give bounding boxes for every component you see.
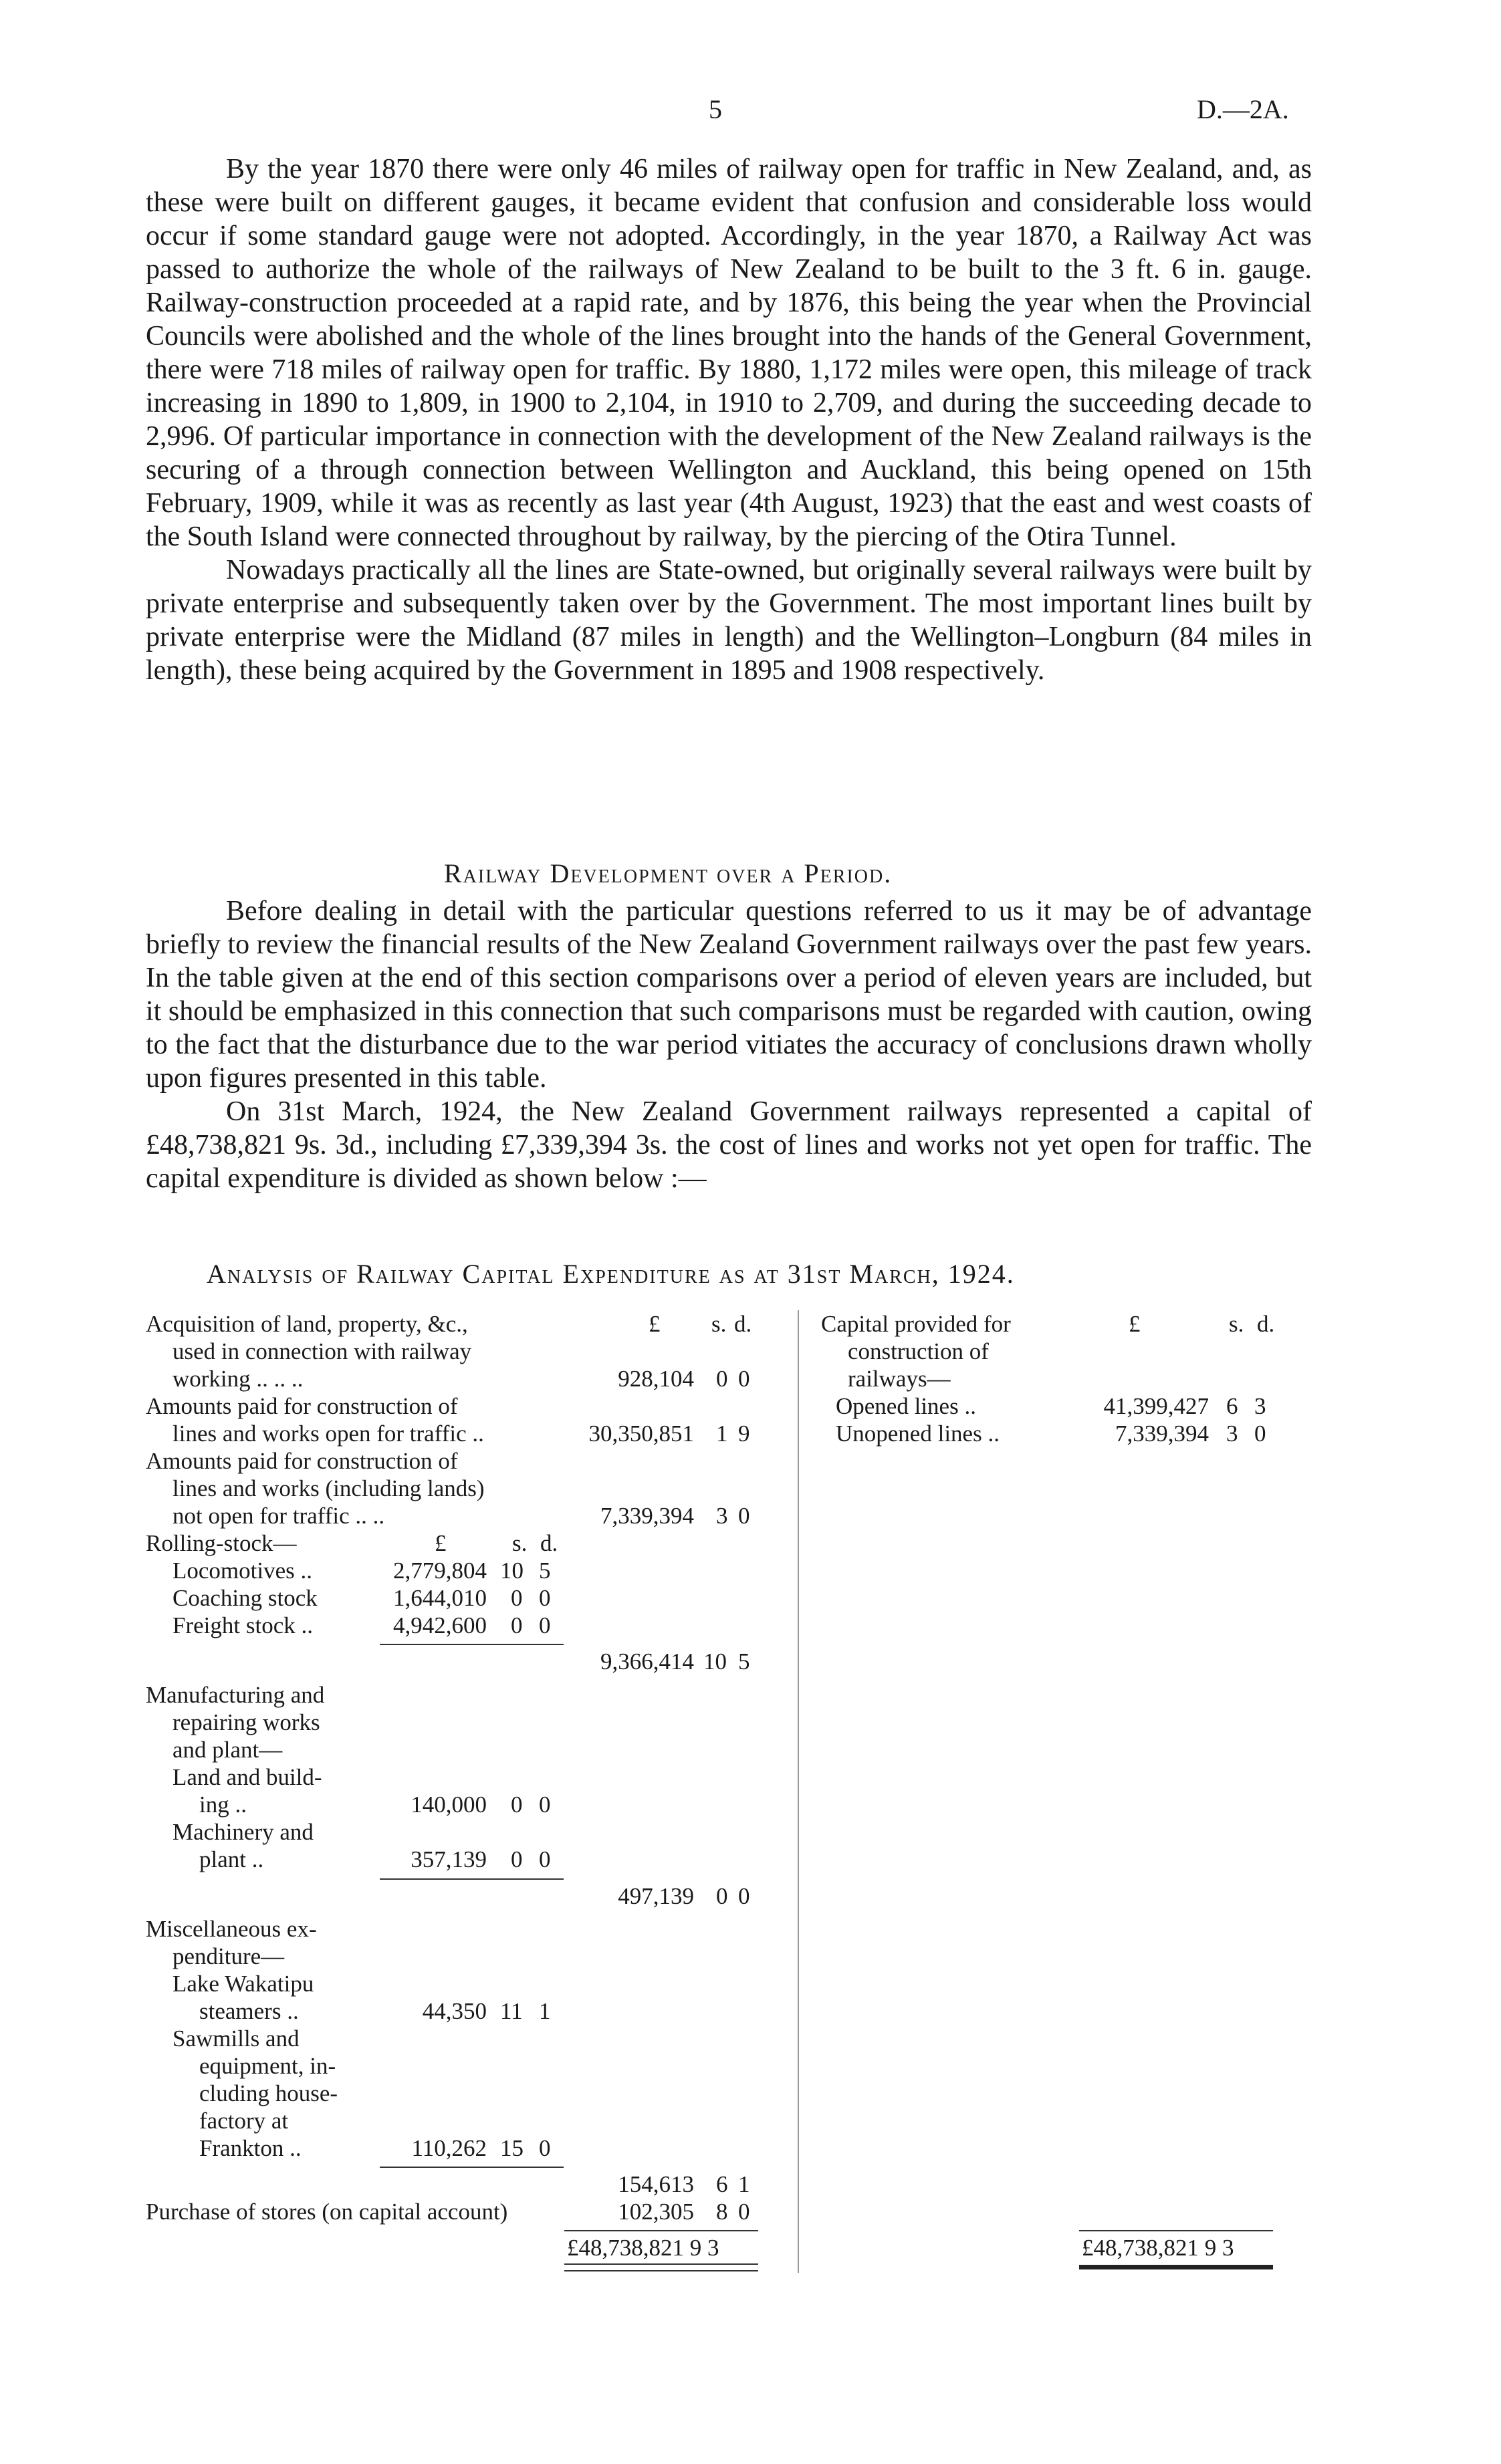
subtotal-rule (380, 1878, 564, 1880)
sub-item-label: Locomotives .. (172, 1558, 312, 1584)
sub-header-pence: d. (540, 1530, 558, 1556)
sub-shillings-value: 0 (511, 1585, 523, 1611)
sub-pence-value: 0 (539, 1846, 551, 1872)
right-shillings-value: 3 (1226, 1421, 1238, 1447)
right-pounds-value: 7,339,394 (1115, 1421, 1209, 1447)
section-heading: Railway Development over a Period. (444, 858, 893, 888)
subtotal-rule (380, 2167, 564, 2168)
pence-value: 5 (738, 1648, 750, 1675)
sub-pence-value: 0 (539, 1585, 551, 1611)
sub-pounds-value: 2,779,804 (393, 1558, 487, 1584)
sub-item-label: Sawmills and (172, 2025, 300, 2052)
right-pence-value: 3 (1254, 1393, 1266, 1419)
sub-pence-value: 0 (539, 1612, 551, 1638)
pounds-value: 102,305 (618, 2199, 694, 2225)
sub-pounds-value: 1,644,010 (393, 1585, 487, 1611)
pounds-value: 9,366,414 (600, 1648, 694, 1675)
sub-item-label: factory at (199, 2108, 289, 2134)
row-label: Amounts paid for construction of (146, 1448, 458, 1474)
capital-expenditure-table (146, 1310, 1322, 2259)
pence-value: 0 (738, 1503, 750, 1529)
sub-item-label: Frankton .. (199, 2135, 302, 2161)
row-label: lines and works open for traffic .. (172, 1421, 484, 1447)
pounds-value: 30,350,851 (588, 1421, 694, 1447)
paragraph: Nowadays practically all the lines are State-owned, but originally several railways were built by private enterprise and subsequently taken over by the Government. The most important lines built by private enterprise were the Midland (87 miles in length) and the Wellington–Longburn (84 miles in length), these being acquired by the Government in 1895 and 1908 respectively. (146, 555, 1312, 686)
sub-pence-value: 1 (539, 1998, 551, 2024)
right-item-label: Unopened lines .. (836, 1421, 1000, 1447)
sub-item-label: cluding house- (199, 2080, 338, 2106)
sub-item-label: Coaching stock (172, 1585, 318, 1611)
right-item-label: Opened lines .. (836, 1393, 976, 1419)
sub-shillings-value: 15 (500, 2135, 524, 2161)
shillings-value: 6 (716, 2171, 728, 2197)
right-label: Capital provided for (821, 1311, 1011, 1337)
document-reference: D.—2A. (1197, 94, 1289, 124)
pence-value: 0 (738, 1366, 750, 1392)
col-header-shillings: s. (711, 1311, 727, 1337)
sub-header-pounds: £ (435, 1530, 447, 1556)
sub-item-label: Freight stock .. (172, 1612, 313, 1638)
sub-item-label: ing .. (199, 1792, 247, 1818)
grand-total-right: £48,738,821 9 3 (1082, 2235, 1234, 2261)
total-rule (1079, 2230, 1273, 2231)
sub-shillings-value: 11 (500, 1998, 523, 2024)
sub-item-label: plant .. (199, 1846, 264, 1872)
sub-pence-value: 0 (539, 2135, 551, 2161)
pence-value: 0 (738, 2199, 750, 2225)
sub-item-label: Machinery and (172, 1819, 314, 1845)
row-label: Amounts paid for construction of (146, 1393, 458, 1419)
sub-pounds-value: 357,139 (411, 1846, 487, 1872)
page-number: 5 (709, 94, 722, 124)
group-label: and plant— (172, 1737, 283, 1763)
pence-value: 9 (738, 1421, 750, 1447)
shillings-value: 0 (716, 1883, 728, 1909)
development-section (146, 894, 1312, 1195)
right-label: railways— (848, 1366, 951, 1392)
shillings-value: 8 (716, 2199, 728, 2225)
shillings-value: 10 (703, 1648, 727, 1675)
shillings-value: 3 (716, 1503, 728, 1529)
total-rule (564, 2230, 758, 2231)
paragraph: By the year 1870 there were only 46 miles of railway open for traffic in New Zealand, and, as these were built on different gauges, it became evident that confusion and considerable loss would occur if some standard gauge were not adopted. Accordingly, in the year 1870, a Railway Act was passed to authorize the whole of the railways of New Zealand to be built to the 3 ft. 6 in. gauge. Railway-construction proceeded at a rapid rate, and by 1876, this being the year when the Provincial Councils were abolished and the whole of the lines brought into the hands of the General Government, there were 718 miles of railway open for traffic. By 1880, 1,172 miles were open, this mileage of track increasing in 1890 to 1,809, in 1900 to 2,104, in 1910 to 2,709, and during the succeeding decade to 2,996. Of particular importance in connection with the development of the New Zealand railways is the securing of a through connection between Wellington and Auckland, this being opened on 15th February, 1909, while it was as recently as last year (4th August, 1923) that the east and west coasts of the South Island were connected throughout by railway, by the piercing of the Otira Tunnel. (146, 154, 1312, 552)
row-label: lines and works (including lands) (172, 1475, 485, 1501)
sub-pence-value: 0 (539, 1792, 551, 1818)
paragraph: On 31st March, 1924, the New Zealand Government railways represented a capital of £48,738,821 9s. 3d., including £7,339,394 3s. the cost of lines and works not yet open for traffic. The capital expenditure is divided as shown below :— (146, 1096, 1312, 1194)
sub-item-label: Land and build- (172, 1764, 322, 1790)
sub-pence-value: 5 (539, 1558, 551, 1584)
right-col-header-pence: d. (1257, 1311, 1275, 1337)
group-label: Rolling-stock— (146, 1530, 297, 1556)
row-label: working .. .. .. (172, 1366, 304, 1392)
sub-item-label: Lake Wakatipu (172, 1971, 314, 1997)
group-label: Miscellaneous ex- (146, 1916, 317, 1942)
pounds-value: 154,613 (618, 2171, 694, 2197)
pounds-value: 928,104 (618, 1366, 694, 1392)
double-rule (564, 2263, 758, 2271)
column-divider (798, 1310, 799, 2273)
intro-section (146, 152, 1312, 687)
double-rule (1079, 2265, 1273, 2269)
group-label: Manufacturing and (146, 1682, 325, 1708)
sub-pounds-value: 140,000 (411, 1792, 487, 1818)
group-label: penditure— (172, 1943, 285, 1969)
pence-value: 0 (738, 1883, 750, 1909)
row-label: Acquisition of land, property, &c., (146, 1311, 468, 1337)
sub-shillings-value: 0 (511, 1612, 523, 1638)
sub-item-label: equipment, in- (199, 2053, 336, 2079)
sub-pounds-value: 4,942,600 (393, 1612, 487, 1638)
row-label: used in connection with railway (172, 1338, 472, 1364)
right-col-header-pounds: £ (1129, 1311, 1141, 1337)
sub-header-shillings: s. (512, 1530, 528, 1556)
right-pence-value: 0 (1254, 1421, 1266, 1447)
sub-pounds-value: 110,262 (411, 2135, 487, 2161)
group-label: repairing works (172, 1709, 320, 1735)
sub-pounds-value: 44,350 (422, 1998, 487, 2024)
right-pounds-value: 41,399,427 (1103, 1393, 1209, 1419)
sub-shillings-value: 10 (500, 1558, 524, 1584)
row-label: not open for traffic .. .. (172, 1503, 385, 1529)
shillings-value: 0 (716, 1366, 728, 1392)
sub-shillings-value: 0 (511, 1792, 523, 1818)
right-label: construction of (848, 1338, 989, 1364)
row-label: Purchase of stores (on capital account) (146, 2199, 508, 2225)
right-shillings-value: 6 (1226, 1393, 1238, 1419)
paragraph: Before dealing in detail with the particular questions referred to us it may be of advantage briefly to review the financial results of the New Zealand Government railways over the past few years. In the table given at the end of this section comparisons over a period of eleven years are included, but it should be emphasized in this connection that such comparisons must be regarded with caution, owing to the fact that the disturbance due to the war period vitiates the accuracy of conclusions drawn wholly upon figures presented in this table. (146, 896, 1312, 1094)
right-col-header-shillings: s. (1229, 1311, 1244, 1337)
table-title: Analysis of Railway Capital Expenditure as at 31st March, 1924. (207, 1259, 1015, 1289)
col-header-pounds: £ (649, 1311, 661, 1337)
grand-total-left: £48,738,821 9 3 (567, 2235, 719, 2261)
sub-item-label: steamers .. (199, 1998, 299, 2024)
pence-value: 1 (738, 2171, 750, 2197)
shillings-value: 1 (716, 1421, 728, 1447)
col-header-pence: d. (734, 1311, 752, 1337)
pounds-value: 497,139 (618, 1883, 694, 1909)
subtotal-rule (380, 1644, 564, 1645)
sub-shillings-value: 0 (511, 1846, 523, 1872)
pounds-value: 7,339,394 (600, 1503, 694, 1529)
